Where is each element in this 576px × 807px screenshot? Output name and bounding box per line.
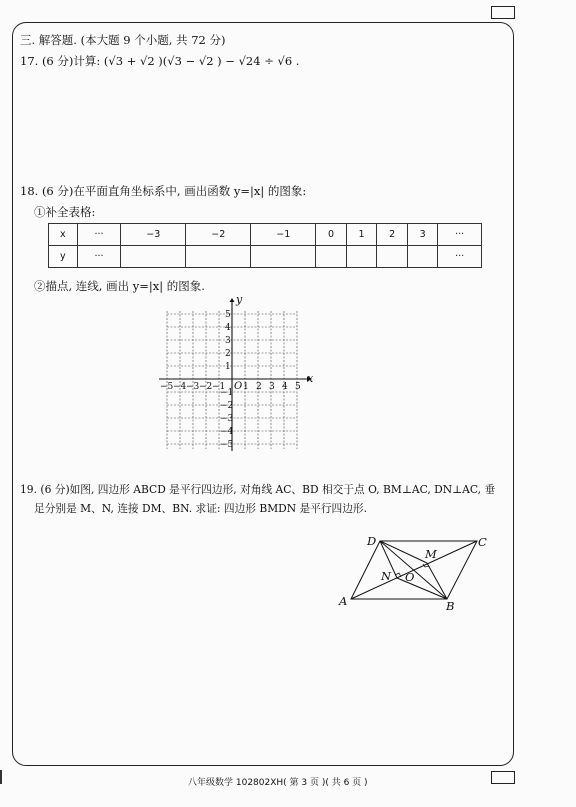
graph-y-tick: 5 bbox=[225, 310, 231, 320]
table-row-x bbox=[49, 224, 482, 246]
graph-y-axis-label: y bbox=[236, 293, 243, 306]
graph-x-tick: −2 bbox=[199, 382, 213, 392]
page-footer: 八年级数学 102802XH( 第 3 页 )( 共 6 页 ) bbox=[188, 778, 368, 788]
graph-x-tick: 1 bbox=[243, 382, 249, 392]
table-header-x: x bbox=[49, 224, 78, 246]
question-17: 17. (6 分)计算: (√3 + √2 )(√3 − √2 ) − √24 ÷ √6 . bbox=[20, 54, 300, 68]
graph-y-tick: −1 bbox=[220, 388, 234, 398]
table-cell: −2 bbox=[186, 224, 251, 246]
question-19-line-2: 足分别是 M、N, 连接 DM、BN. 求证: 四边形 BMDN 是平行四边形. bbox=[34, 502, 367, 515]
figure-label-D: D bbox=[367, 534, 377, 548]
graph-x-tick: −1 bbox=[212, 382, 226, 392]
table-cell bbox=[121, 246, 186, 268]
section-header: 三. 解答题. (本大题 9 个小题, 共 72 分) bbox=[20, 33, 226, 47]
figure-label-A: A bbox=[339, 594, 348, 608]
graph-y-tick: −4 bbox=[220, 427, 234, 437]
graph-y-tick: 4 bbox=[225, 323, 231, 333]
table-cell: 1 bbox=[346, 224, 377, 246]
table-cell: −3 bbox=[121, 224, 186, 246]
graph-x-axis-label: x bbox=[307, 372, 314, 385]
figure-label-N: N bbox=[381, 569, 392, 583]
graph-y-tick: 3 bbox=[225, 336, 231, 346]
graph-x-tick: 4 bbox=[282, 382, 288, 392]
corner-box-top-right bbox=[491, 6, 515, 19]
figure-label-B: B bbox=[446, 599, 455, 613]
graph-y-tick: 2 bbox=[225, 349, 231, 359]
table-cell: ··· bbox=[438, 224, 482, 246]
graph-y-tick: −3 bbox=[220, 414, 234, 424]
table-cell bbox=[377, 246, 408, 268]
question-18-part-1: ①补全表格: bbox=[34, 205, 96, 219]
graph-x-tick: −3 bbox=[186, 382, 200, 392]
table-cell bbox=[346, 246, 377, 268]
question-19-line-1: 19. (6 分)如图, 四边形 ABCD 是平行四边形, 对角线 AC、BD 相交于点 O, BM⊥AC, DN⊥AC, 垂 bbox=[20, 483, 496, 496]
question-18-part-2: ②描点, 连线, 画出 y=|x| 的图象. bbox=[34, 279, 205, 293]
graph-y-tick: 1 bbox=[225, 362, 231, 372]
coordinate-grid bbox=[155, 298, 315, 452]
table-cell: ··· bbox=[77, 246, 121, 268]
table-cell bbox=[186, 246, 251, 268]
graph-x-tick: 3 bbox=[269, 382, 275, 392]
table-row-y bbox=[49, 246, 482, 268]
graph-y-tick: −2 bbox=[220, 401, 234, 411]
table-cell: 2 bbox=[377, 224, 408, 246]
graph-origin-label: O bbox=[234, 381, 243, 392]
table-cell bbox=[251, 246, 316, 268]
table-cell: ··· bbox=[77, 224, 121, 246]
value-table bbox=[48, 223, 482, 268]
table-cell: 0 bbox=[316, 224, 347, 246]
question-18: 18. (6 分)在平面直角坐标系中, 画出函数 y=|x| 的图象: bbox=[20, 184, 307, 198]
table-cell: 3 bbox=[407, 224, 438, 246]
binding-edge-mark bbox=[0, 770, 2, 784]
table-cell bbox=[316, 246, 347, 268]
table-cell: ··· bbox=[438, 246, 482, 268]
graph-x-tick: 5 bbox=[295, 382, 301, 392]
graph-x-tick: −4 bbox=[173, 382, 187, 392]
table-cell bbox=[407, 246, 438, 268]
table-cell: −1 bbox=[251, 224, 316, 246]
figure-label-M: M bbox=[425, 547, 437, 561]
table-header-y: y bbox=[49, 246, 78, 268]
graph-x-tick: −5 bbox=[160, 382, 174, 392]
graph-x-tick: 2 bbox=[256, 382, 262, 392]
graph-y-tick: −5 bbox=[220, 440, 234, 450]
figure-label-O: O bbox=[405, 570, 415, 584]
corner-box-bottom-right bbox=[491, 771, 515, 784]
figure-label-C: C bbox=[478, 535, 487, 549]
